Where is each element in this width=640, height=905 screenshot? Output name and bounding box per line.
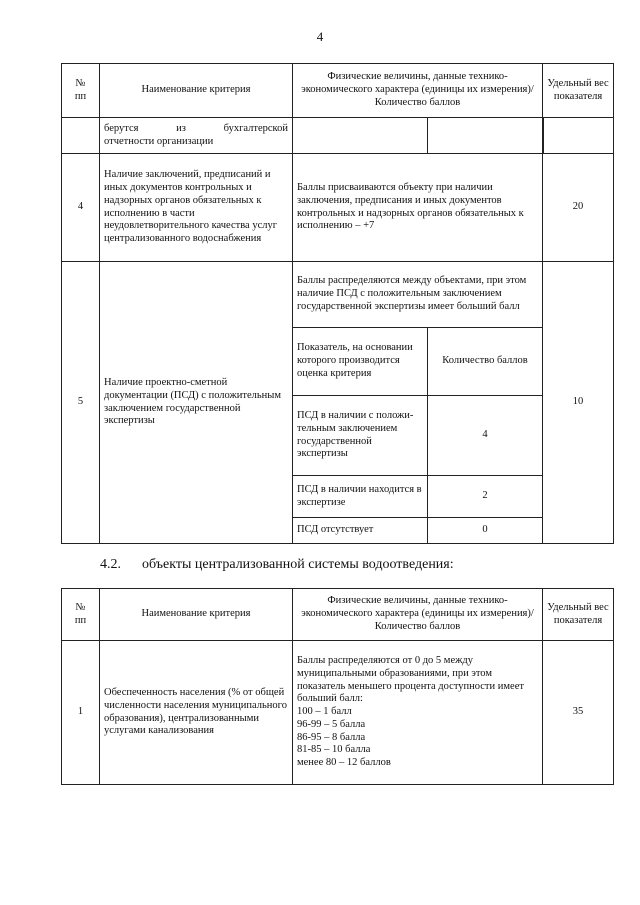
scale-item: 100 – 1 балл	[297, 706, 352, 718]
header-criterion-name: Наименование критерия	[100, 64, 293, 118]
section-heading	[100, 557, 454, 573]
row-5-description: Баллы распределяются между объектами, при этом наличие ПСД с положительным заключением государственной экспертизы имеет больший балл	[293, 262, 543, 328]
header-weight: Удельный вес показателя	[543, 589, 614, 641]
sub-header-indicator: Показатель, на основании которого производится оценка критерия	[293, 328, 428, 396]
row-1-weight: 35	[543, 641, 614, 785]
sub-row-points: 4	[428, 396, 543, 476]
sub-row-label: ПСД в наличии находится в экспертизе	[293, 476, 428, 518]
page-number: 4	[316, 29, 324, 44]
row-4-criterion: Наличие заключений, предписаний и иных документов контрольных и надзорных органов обязательных к исполнению в части неудовлетворительного качества услуг централизованного водоснабжения	[100, 154, 293, 262]
criteria-table-wastewater	[61, 588, 614, 785]
header-num: № пп	[62, 589, 100, 641]
header-num: № пп	[62, 64, 100, 118]
row-1-criterion: Обеспеченность населения (% от общей численности населения муниципального образования), централизованными услугами канализования	[100, 641, 293, 785]
continued-criterion-text: берутся из бухгалтерской отчетности организации	[100, 118, 293, 154]
scale-item: 96-99 – 5 балла	[297, 718, 366, 730]
row-1-description: Баллы распределяются от 0 до 5 между муниципальными образованиями, при этом показатель меньшего процента доступности имеет больший балл: 100 – 1 балл 96-99 – 5 балла 86-95 – 8 балла 81-85 – 10 балла менее 80 – 12 баллов	[293, 641, 543, 785]
row-num-5: 5	[62, 262, 100, 544]
sub-row-points: 2	[428, 476, 543, 518]
row-4-weight: 20	[543, 154, 614, 262]
header-criterion-name: Наименование критерия	[100, 589, 293, 641]
sub-row-label: ПСД в наличии с положи-тельным заключением государственной экспертизы	[293, 396, 428, 476]
row-5-weight: 10	[543, 262, 614, 544]
scale-item: менее 80 – 12 баллов	[297, 757, 391, 769]
sub-header-points: Количество баллов	[428, 328, 543, 396]
header-weight: Удельный вес показателя	[543, 64, 614, 118]
criteria-table-water-supply	[61, 63, 614, 544]
row-4-description: Баллы присваиваются объекту при наличии заключения, предписания и иных документов контрольных и надзорных органов обязательных к исполнению – +7	[293, 154, 543, 262]
section-title: объекты централизованной системы водоотведения:	[142, 557, 454, 572]
sub-row-points: 0	[428, 518, 543, 544]
sub-row-label: ПСД отсутствует	[293, 518, 428, 544]
header-physical-values: Физические величины, данные технико-экономического характера (единицы их измерения)/ Количество баллов	[293, 589, 543, 641]
row-5-criterion: Наличие проектно-сметной документации (ПСД) с положительным заключением государственной экспертизы	[100, 262, 293, 544]
scale-item: 81-85 – 10 балла	[297, 744, 371, 756]
row-num-1: 1	[62, 641, 100, 785]
row-num-4: 4	[62, 154, 100, 262]
header-physical-values: Физические величины, данные технико-экономического характера (единицы их измерения)/ Количество баллов	[293, 64, 543, 118]
scale-item: 86-95 – 8 балла	[297, 731, 366, 743]
section-number: 4.2.	[100, 557, 121, 572]
